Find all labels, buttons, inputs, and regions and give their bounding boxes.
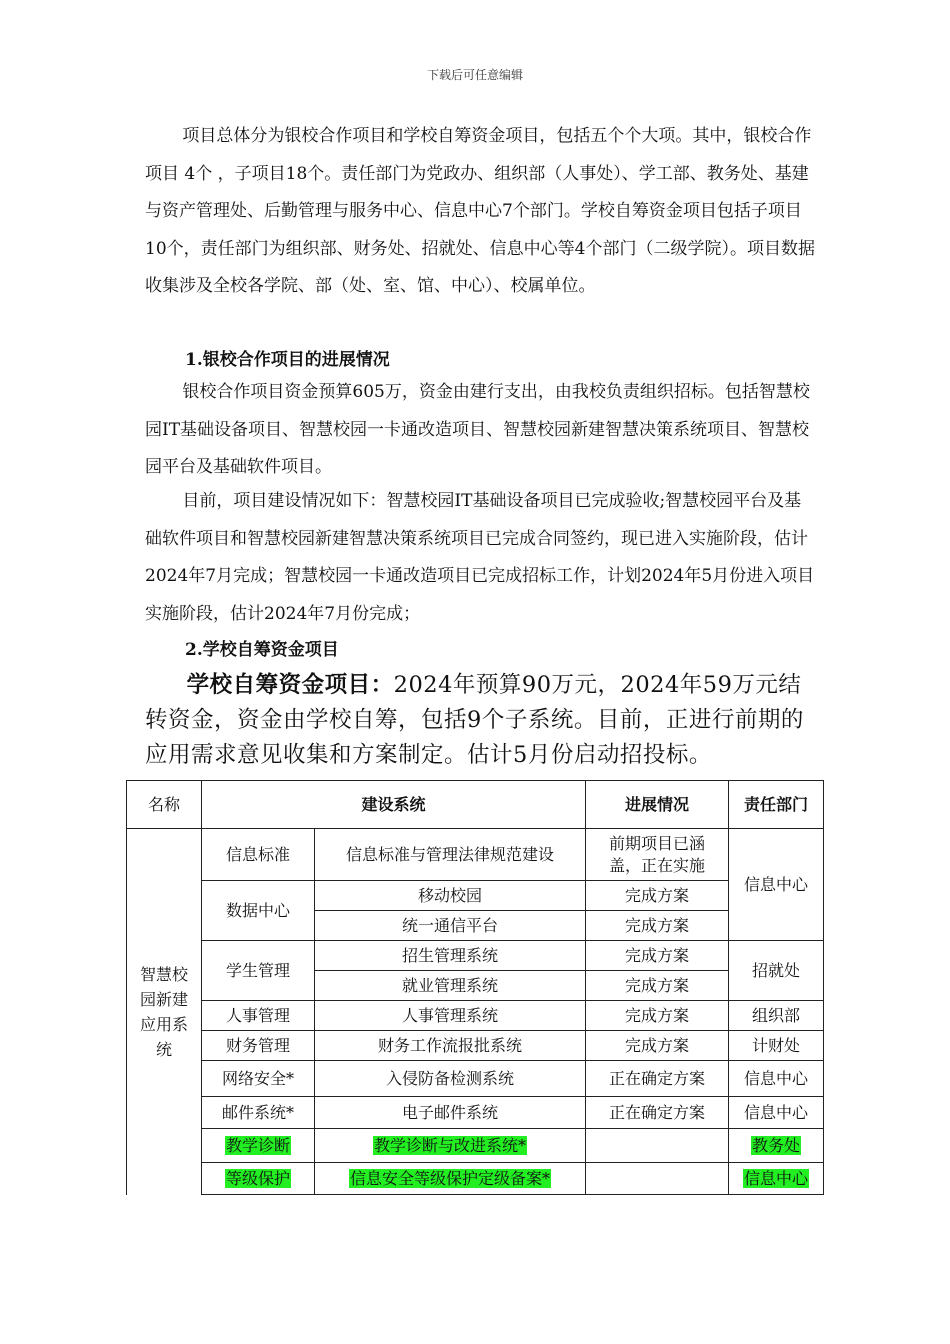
progress-cell: 正在确定方案 <box>586 1097 729 1129</box>
sub-cell: 网络安全* <box>202 1061 315 1097</box>
header-system: 建设系统 <box>202 781 586 829</box>
header-progress: 进展情况 <box>586 781 729 829</box>
category-cell: 智慧校园新建应用系统 <box>127 829 202 1195</box>
section-heading-2: 2.学校自筹资金项目 <box>185 640 339 660</box>
progress-cell <box>586 1163 729 1195</box>
sub-cell: 财务管理 <box>202 1031 315 1061</box>
progress-cell: 完成方案 <box>586 911 729 941</box>
sub-cell <box>202 1163 315 1195</box>
self-funded-text: 2024年预算90万元，2024年59万元结转资金，资金由学校自筹，包括9个子系统。目前，正进行前期的应用需求意见收集和方案制定。估计5月份启动招投标。 <box>145 672 804 768</box>
system-cell: 移动校园 <box>315 881 586 911</box>
system-cell: 入侵防备检测系统 <box>315 1061 586 1097</box>
sub-cell: 邮件系统* <box>202 1097 315 1129</box>
highlighted-text: 教务处 <box>751 1135 800 1155</box>
progress-cell: 完成方案 <box>586 941 729 971</box>
system-cell <box>315 1163 586 1195</box>
dept-cell <box>729 1163 824 1195</box>
system-cell: 招生管理系统 <box>315 941 586 971</box>
dept-cell: 信息中心 <box>729 829 824 941</box>
dept-cell: 招就处 <box>729 941 824 1001</box>
dept-cell: 组织部 <box>729 1001 824 1031</box>
sub-cell: 人事管理 <box>202 1001 315 1031</box>
table-row <box>127 829 824 881</box>
system-cell: 电子邮件系统 <box>315 1097 586 1129</box>
highlighted-text: 信息安全等级保护定级备案* <box>349 1168 550 1188</box>
table-row <box>127 1129 824 1163</box>
system-cell: 信息标准与管理法律规范建设 <box>315 829 586 881</box>
page-header: 下载后可任意编辑 <box>426 68 523 82</box>
dept-cell: 信息中心 <box>729 1097 824 1129</box>
table-row <box>127 1031 824 1061</box>
table-row <box>127 1163 824 1195</box>
progress-cell: 正在确定方案 <box>586 1061 729 1097</box>
section-heading-1: 1.银校合作项目的进展情况 <box>185 350 390 370</box>
progress-cell: 完成方案 <box>586 1031 729 1061</box>
progress-cell: 完成方案 <box>586 1001 729 1031</box>
table-row <box>127 941 824 971</box>
system-cell: 统一通信平台 <box>315 911 586 941</box>
highlighted-text: 教学诊断 <box>225 1135 290 1155</box>
system-cell <box>315 1129 586 1163</box>
highlighted-text: 教学诊断与改进系统* <box>373 1135 526 1155</box>
sub-cell <box>202 1129 315 1163</box>
intro-paragraph: 项目总体分为银校合作项目和学校自筹资金项目，包括五个个大项。其中，银校合作项目 4个 ，子项目18个。责任部门为党政办、组织部（人事处）、学工部、教务处、基建与资产管理处、后勤管理与服务中心、信息中心7个部门。学校自筹资金项目包括子项目10个，责任部门为组织部、财务处、招就处、信息中心等4个部门（二级学院）。项目数据收集涉及全校各学院、部（处、室、馆、中心）、校属单位。 <box>145 126 815 296</box>
table-header-row <box>127 781 824 829</box>
system-cell: 人事管理系统 <box>315 1001 586 1031</box>
system-cell: 财务工作流报批系统 <box>315 1031 586 1061</box>
table-row <box>127 881 824 911</box>
self-funded-label: 学校自筹资金项目： <box>186 672 394 698</box>
paragraph-progress: 目前，项目建设情况如下：智慧校园IT基础设备项目已完成验收;智慧校园平台及基础软件项目和智慧校园新建智慧决策系统项目已完成合同签约，现已进入实施阶段，估计2024年7月完成；智慧校园一卡通改造项目已完成招标工作，计划2024年5月份进入项目实施阶段，估计2024年7月份完成； <box>145 491 815 624</box>
system-cell: 就业管理系统 <box>315 971 586 1001</box>
table-row <box>127 1097 824 1129</box>
self-funded-paragraph <box>145 668 815 773</box>
sub-cell: 数据中心 <box>202 881 315 941</box>
progress-cell <box>586 1129 729 1163</box>
sub-cell: 信息标准 <box>202 829 315 881</box>
header-name: 名称 <box>127 781 202 829</box>
progress-cell: 前期项目已涵盖，正在实施 <box>586 829 729 881</box>
progress-cell: 完成方案 <box>586 971 729 1001</box>
table-row <box>127 1001 824 1031</box>
dept-cell: 信息中心 <box>729 1061 824 1097</box>
dept-cell <box>729 1129 824 1163</box>
table-row <box>127 1061 824 1097</box>
header-dept: 责任部门 <box>729 781 824 829</box>
paragraph-bank-budget: 银校合作项目资金预算605万，资金由建行支出，由我校负责组织招标。包括智慧校园IT基础设备项目、智慧校园一卡通改造项目、智慧校园新建智慧决策系统项目、智慧校园平台及基础软件项目。 <box>145 382 810 477</box>
sub-cell: 学生管理 <box>202 941 315 1001</box>
progress-cell: 完成方案 <box>586 881 729 911</box>
highlighted-text: 信息中心 <box>743 1168 808 1188</box>
project-table <box>126 780 824 1195</box>
highlighted-text: 等级保护 <box>225 1168 290 1188</box>
dept-cell: 计财处 <box>729 1031 824 1061</box>
